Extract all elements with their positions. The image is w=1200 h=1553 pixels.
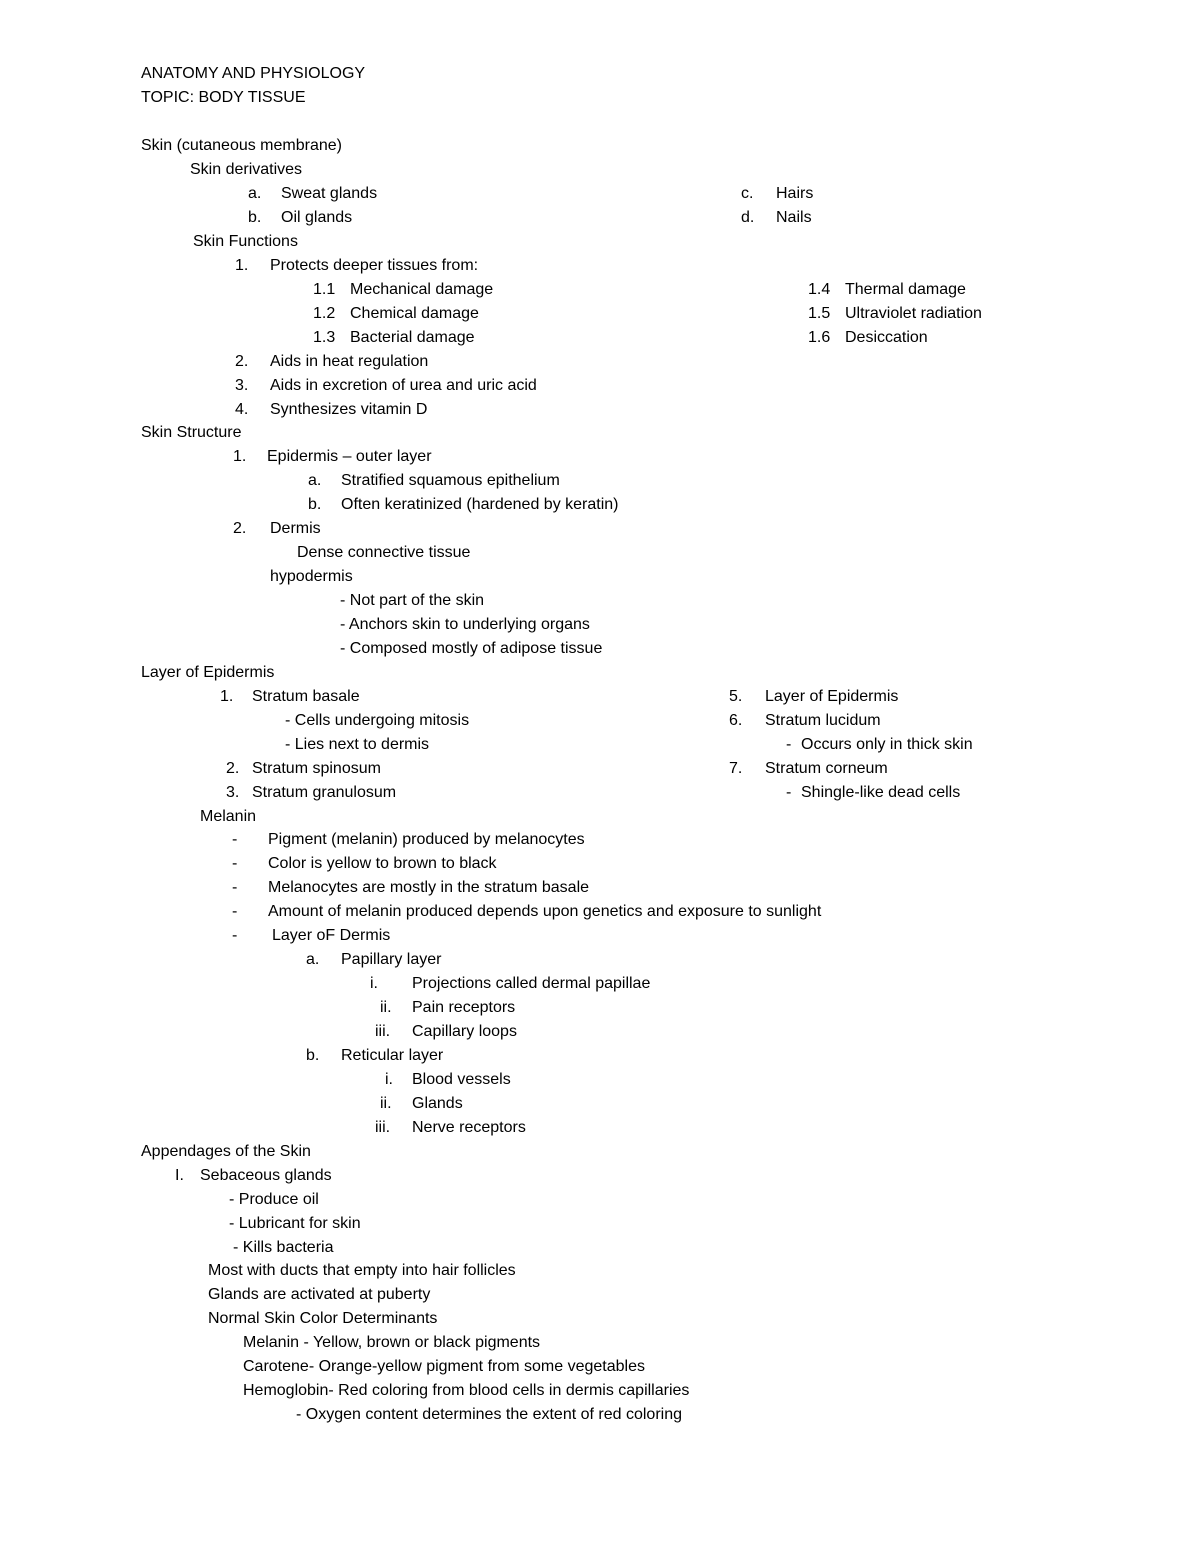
line-desiccation: Desiccation — [845, 329, 928, 346]
line-hypodermis: hypodermis — [270, 568, 353, 585]
list-marker: - — [232, 831, 238, 848]
line-shingle-like-dead-cells: Shingle-like dead cells — [801, 784, 961, 801]
list-marker: b. — [248, 209, 262, 226]
line-carotene-orange-yellow-pigment-from-some-vegetables: Carotene- Orange-yellow pigment from some vegetables — [243, 1358, 645, 1375]
line-anchors-skin-to-underlying-organs: - Anchors skin to underlying organs — [340, 616, 590, 633]
list-marker: - — [232, 927, 238, 944]
line-produce-oil: - Produce oil — [229, 1191, 319, 1208]
line-dermis: Dermis — [270, 520, 321, 537]
line-nails: Nails — [776, 209, 812, 226]
line-thermal-damage: Thermal damage — [845, 281, 966, 298]
line-amount-of-melanin-produced-depends-upon-genetics-and-exposure-to-sunlight: Amount of melanin produced depends upon genetics and exposure to sunlight — [268, 903, 822, 920]
line-oxygen-content-determines-the-extent-of-red-coloring: - Oxygen content determines the extent of red coloring — [296, 1406, 682, 1423]
list-marker: 1.1 — [313, 281, 336, 298]
list-marker: 2. — [233, 520, 247, 537]
list-marker: a. — [308, 472, 322, 489]
list-marker: 7. — [729, 760, 743, 777]
line-sebaceous-glands: Sebaceous glands — [200, 1167, 332, 1184]
list-marker: 5. — [729, 688, 743, 705]
line-skin-functions: Skin Functions — [193, 233, 298, 250]
line-pain-receptors: Pain receptors — [412, 999, 516, 1016]
line-melanocytes-are-mostly-in-the-stratum-basale: Melanocytes are mostly in the stratum basale — [268, 879, 590, 896]
line-lies-next-to-dermis: - Lies next to dermis — [285, 736, 430, 753]
line-aids-in-heat-regulation: Aids in heat regulation — [270, 353, 429, 370]
line-mechanical-damage: Mechanical damage — [350, 281, 494, 298]
line-normal-skin-color-determinants: Normal Skin Color Determinants — [208, 1310, 438, 1327]
list-marker: i. — [385, 1071, 393, 1088]
list-marker: d. — [741, 209, 755, 226]
line-stratified-squamous-epithelium: Stratified squamous epithelium — [341, 472, 560, 489]
line-skin-derivatives: Skin derivatives — [190, 161, 303, 178]
line-projections-called-dermal-papillae: Projections called dermal papillae — [412, 975, 651, 992]
line-hairs: Hairs — [776, 185, 814, 202]
line-skin-cutaneous-membrane: Skin (cutaneous membrane) — [141, 137, 342, 154]
list-marker: - — [232, 903, 238, 920]
list-marker: iii. — [375, 1023, 391, 1040]
line-cells-undergoing-mitosis: - Cells undergoing mitosis — [285, 712, 470, 729]
line-often-keratinized-hardened-by-keratin: Often keratinized (hardened by keratin) — [341, 496, 619, 513]
line-stratum-lucidum: Stratum lucidum — [765, 712, 881, 729]
line-appendages-of-the-skin: Appendages of the Skin — [141, 1143, 311, 1160]
list-marker: - — [786, 784, 792, 801]
list-marker: 2. — [226, 760, 240, 777]
list-marker: 2. — [235, 353, 249, 370]
line-bacterial-damage: Bacterial damage — [350, 329, 475, 346]
line-dense-connective-tissue: Dense connective tissue — [297, 544, 471, 561]
list-marker: ii. — [380, 1095, 392, 1112]
line-hemoglobin-red-coloring-from-blood-cells-in-dermis-capillaries: Hemoglobin- Red coloring from blood cells in dermis capillaries — [243, 1382, 690, 1399]
list-marker: 6. — [729, 712, 743, 729]
line-layer-of-epidermis: Layer of Epidermis — [141, 664, 275, 681]
list-marker: 3. — [226, 784, 240, 801]
list-marker: I. — [175, 1167, 184, 1184]
list-marker: iii. — [375, 1119, 391, 1136]
list-marker: ii. — [380, 999, 392, 1016]
line-aids-in-excretion-of-urea-and-uric-acid: Aids in excretion of urea and uric acid — [270, 377, 537, 394]
list-marker: - — [786, 736, 792, 753]
line-color-is-yellow-to-brown-to-black: Color is yellow to brown to black — [268, 855, 497, 872]
line-stratum-basale: Stratum basale — [252, 688, 360, 705]
line-layer-of-epidermis: Layer of Epidermis — [765, 688, 899, 705]
line-most-with-ducts-that-empty-into-hair-follicles: Most with ducts that empty into hair follicles — [208, 1262, 516, 1279]
list-marker: 1. — [220, 688, 234, 705]
line-skin-structure: Skin Structure — [141, 424, 242, 441]
line-nerve-receptors: Nerve receptors — [412, 1119, 526, 1136]
list-marker: 1. — [235, 257, 249, 274]
line-reticular-layer: Reticular layer — [341, 1047, 444, 1064]
list-marker: a. — [248, 185, 262, 202]
line-glands-are-activated-at-puberty: Glands are activated at puberty — [208, 1286, 431, 1303]
list-marker: - — [232, 879, 238, 896]
line-sweat-glands: Sweat glands — [281, 185, 378, 202]
line-ultraviolet-radiation: Ultraviolet radiation — [845, 305, 982, 322]
list-marker: 3. — [235, 377, 249, 394]
line-pigment-melanin-produced-by-melanocytes: Pigment (melanin) produced by melanocytes — [268, 831, 585, 848]
list-marker: 1.4 — [808, 281, 831, 298]
line-protects-deeper-tissues-from: Protects deeper tissues from: — [270, 257, 479, 274]
list-marker: 1.5 — [808, 305, 831, 322]
line-blood-vessels: Blood vessels — [412, 1071, 511, 1088]
line-synthesizes-vitamin-d: Synthesizes vitamin D — [270, 401, 428, 418]
line-composed-mostly-of-adipose-tissue: - Composed mostly of adipose tissue — [340, 640, 603, 657]
list-marker: 4. — [235, 401, 249, 418]
line-melanin: Melanin — [200, 808, 257, 825]
line-kills-bacteria: - Kills bacteria — [233, 1239, 334, 1256]
line-melanin-yellow-brown-or-black-pigments: Melanin - Yellow, brown or black pigments — [243, 1334, 541, 1351]
list-marker: c. — [741, 185, 754, 202]
document-title: ANATOMY AND PHYSIOLOGY — [141, 65, 366, 82]
line-oil-glands: Oil glands — [281, 209, 353, 226]
line-papillary-layer: Papillary layer — [341, 951, 442, 968]
list-marker: 1.6 — [808, 329, 831, 346]
line-epidermis-outer-layer: Epidermis – outer layer — [267, 448, 432, 465]
line-layer-of-dermis: Layer oF Dermis — [272, 927, 391, 944]
line-chemical-damage: Chemical damage — [350, 305, 479, 322]
line-occurs-only-in-thick-skin: Occurs only in thick skin — [801, 736, 973, 753]
line-capillary-loops: Capillary loops — [412, 1023, 517, 1040]
line-glands: Glands — [412, 1095, 463, 1112]
list-marker: b. — [308, 496, 322, 513]
list-marker: i. — [370, 975, 378, 992]
list-marker: 1.2 — [313, 305, 336, 322]
list-marker: b. — [306, 1047, 320, 1064]
line-lubricant-for-skin: - Lubricant for skin — [229, 1215, 361, 1232]
line-stratum-spinosum: Stratum spinosum — [252, 760, 381, 777]
line-not-part-of-the-skin: - Not part of the skin — [340, 592, 485, 609]
list-marker: 1. — [233, 448, 247, 465]
line-stratum-granulosum: Stratum granulosum — [252, 784, 397, 801]
list-marker: - — [232, 855, 238, 872]
list-marker: a. — [306, 951, 320, 968]
document-topic: TOPIC: BODY TISSUE — [141, 89, 306, 106]
list-marker: 1.3 — [313, 329, 336, 346]
line-stratum-corneum: Stratum corneum — [765, 760, 888, 777]
